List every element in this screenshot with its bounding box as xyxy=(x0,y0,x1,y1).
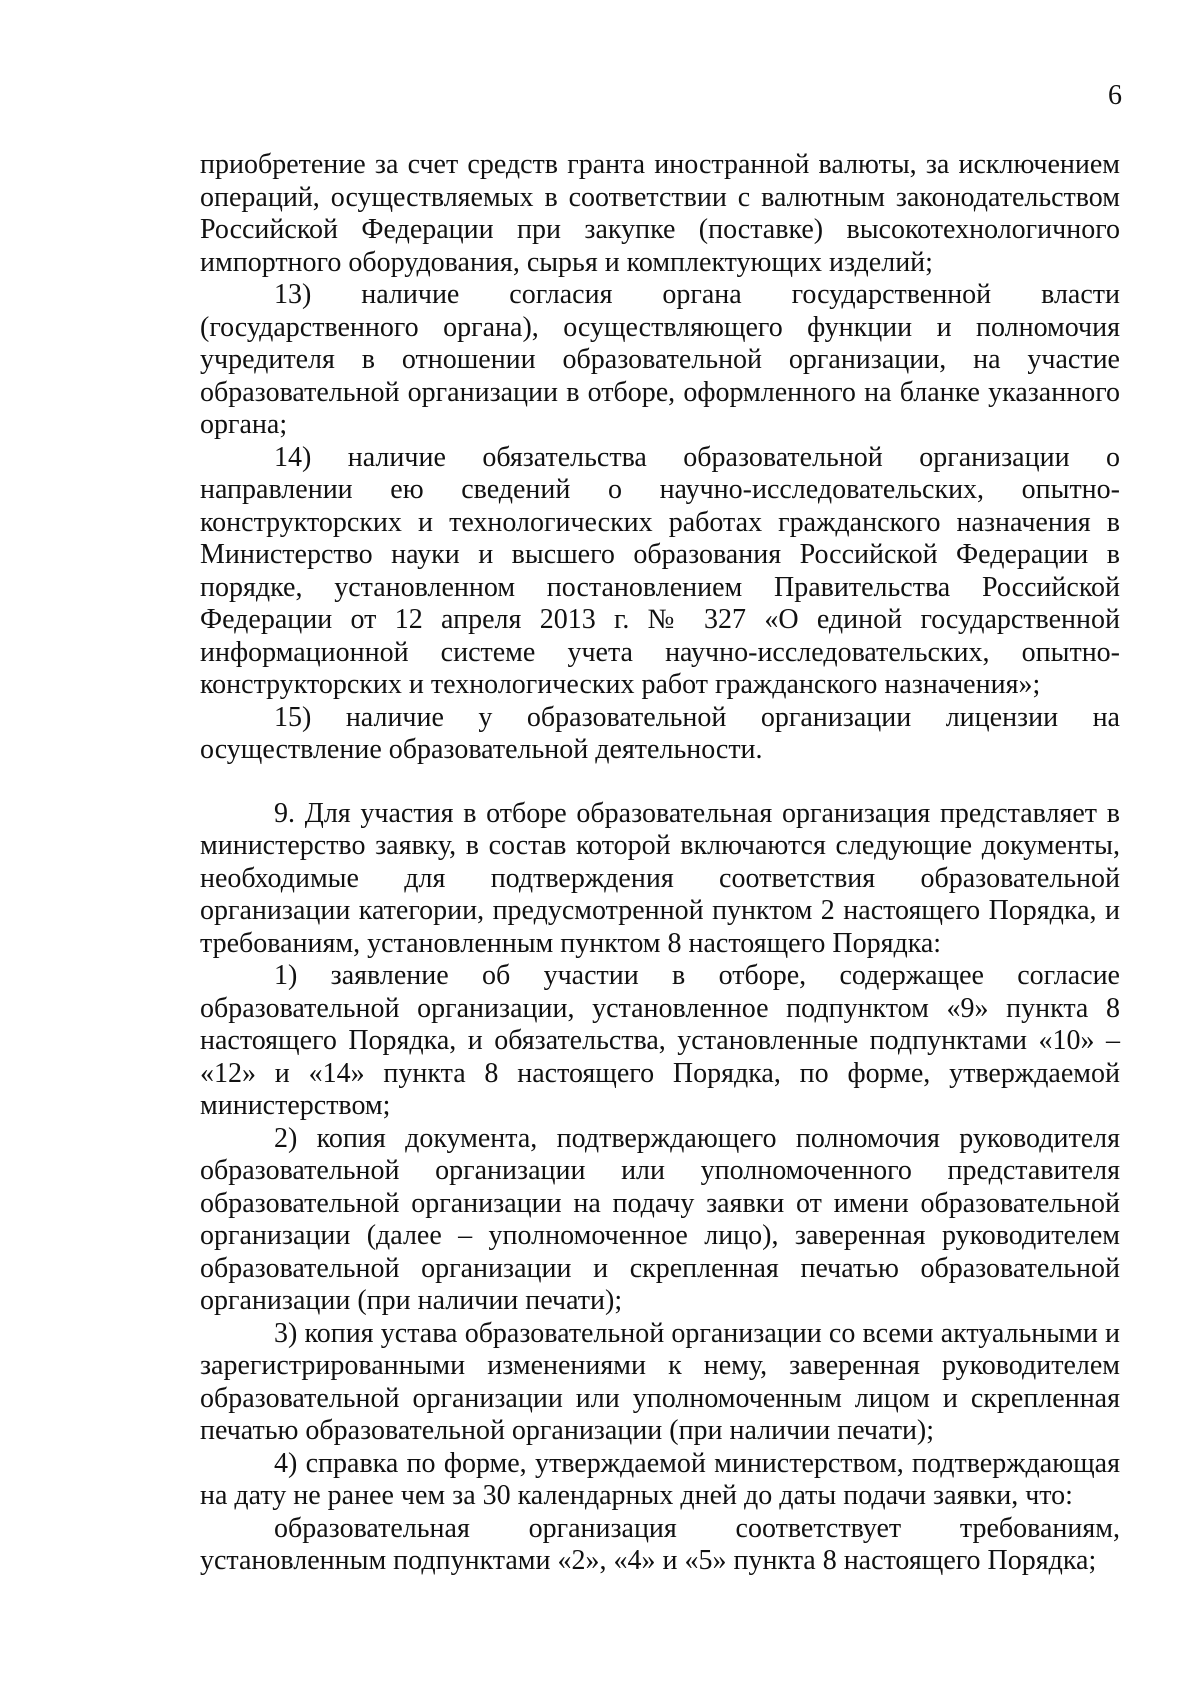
paragraph-doc-2: 2) копия документа, подтверждающего полномочия руководителя образовательной организации или уполномоченного представителя образовательной организации на подачу заявки от имени образовательной организации (далее – уполномоченное лицо), заверенная руководителем образовательной организации и скрепленная печатью образовательной организации (при наличии печати); xyxy=(200,1122,1120,1316)
paragraph-doc-4-a: образовательная организация соответствует требованиям, установленным подпунктами «2», «4» и «5» пункта 8 настоящего Порядка; xyxy=(200,1512,1120,1576)
paragraph-doc-3: 3) копия устава образовательной организации со всеми актуальными и зарегистрированными изменениями к нему, заверенная руководителем образовательной организации или уполномоченным лицом и скрепленная печатью образовательной организации (при наличии печати); xyxy=(200,1317,1120,1446)
page-number: 6 xyxy=(1108,80,1122,111)
document-body xyxy=(200,149,1120,1578)
paragraph-doc-1: 1) заявление об участии в отборе, содержащее согласие образовательной организации, установленное подпунктом «9» пункта 8 настоящего Порядка, и обязательства, установленные подпунктами «10» – «12» и «14» пункта 8 настоящего Порядка, по форме, утверждаемой министерством; xyxy=(200,960,1120,1121)
paragraph-item-14: 14) наличие обязательства образовательной организации о направлении ею сведений о научно-исследовательских, опытно-конструкторских и технологических работах гражданского назначения в Министерство науки и высшего образования Российской Федерации в порядке, установленном постановлением Правительства Российской Федерации от 12 апреля 2013 г. № 327 «О единой государственной информационной системе учета научно-исследовательских, опытно-конструкторских и технологических работ гражданского назначения»; xyxy=(200,441,1120,700)
paragraph-section-9: 9. Для участия в отборе образовательная организация представляет в министерство заявку, в состав которой включаются следующие документы, необходимые для подтверждения соответствия образовательной организации категории, предусмотренной пунктом 2 настоящего Порядка, и требованиям, установленным пунктом 8 настоящего Порядка: xyxy=(200,797,1120,959)
paragraph-item-13: 13) наличие согласия органа государственной власти (государственного органа), осуществляющего функции и полномочия учредителя в отношении образовательной организации, на участие образовательной организации в отборе, оформленного на бланке указанного органа; xyxy=(200,279,1120,440)
paragraph-item-15: 15) наличие у образовательной организации лицензии на осуществление образовательной деятельности. xyxy=(200,701,1120,765)
paragraph-continuation: приобретение за счет средств гранта иностранной валюты, за исключением операций, осуществляемых в соответствии с валютным законодательством Российской Федерации при закупке (поставке) высокотехнологичного импортного оборудования, сырья и комплектующих изделий; xyxy=(200,149,1120,278)
paragraph-doc-4: 4) справка по форме, утверждаемой министерством, подтверждающая на дату не ранее чем за 30 календарных дней до даты подачи заявки, что: xyxy=(200,1447,1120,1511)
